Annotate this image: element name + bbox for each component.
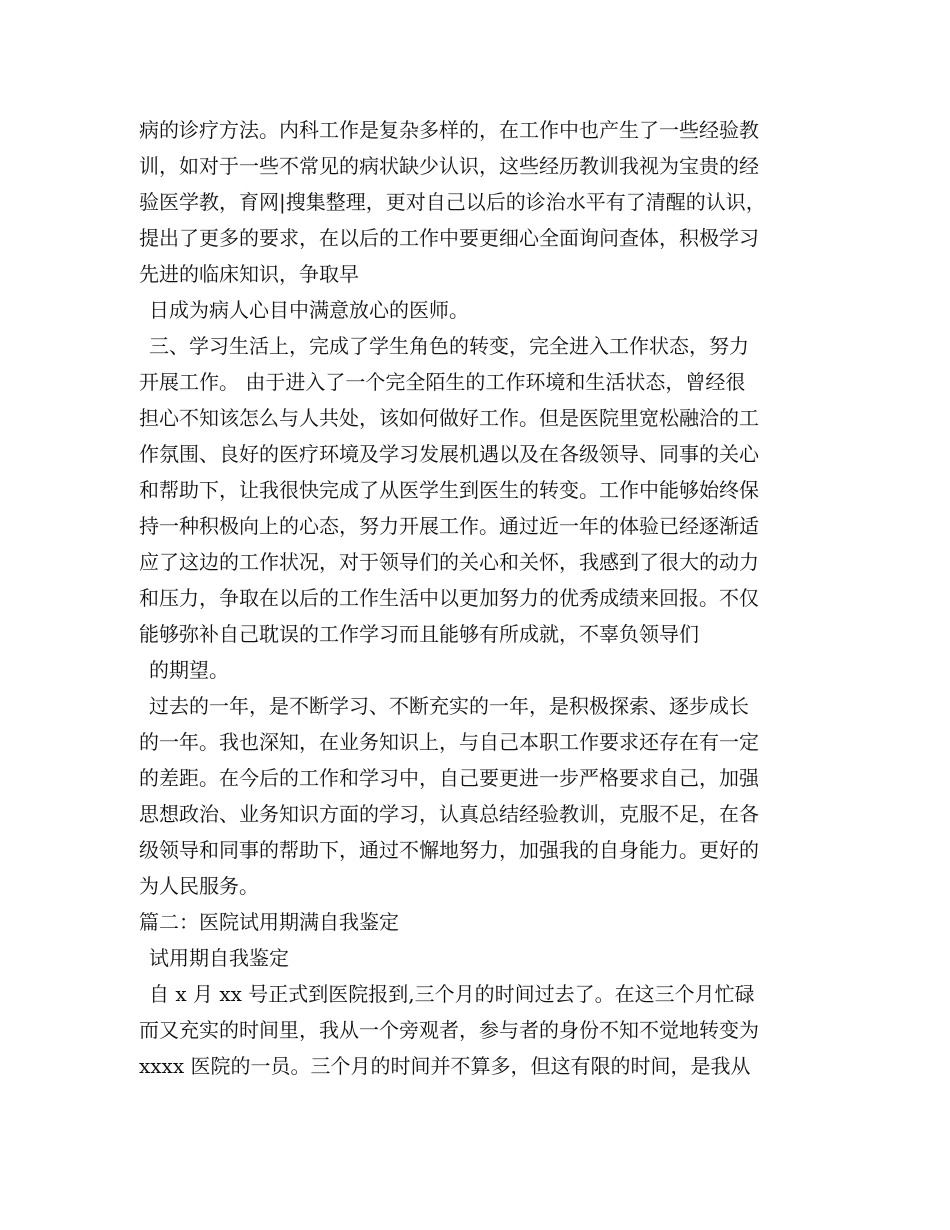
text-line: 和压力，争取在以后的工作生活中以更加努力的优秀成绩来回报。不仅 bbox=[139, 586, 759, 610]
text-line: 应了这边的工作状况，对于领导们的关心和关怀，我感到了很大的动力 bbox=[139, 550, 759, 574]
text-line: 的一年。我也深知，在业务知识上，与自己本职工作要求还存在有一定 bbox=[139, 730, 759, 754]
text-line: 而又充实的时间里，我从一个旁观者，参与者的身份不知不觉地转变为 bbox=[139, 1018, 759, 1042]
text-line: 的期望。 bbox=[149, 658, 229, 682]
text-line: 自 x 月 xx 号正式到医院报到,三个月的时间过去了。在这三个月忙碌 bbox=[149, 982, 755, 1006]
text-line: 作氛围、良好的医疗环境及学习发展机遇以及在各级领导、同事的关心 bbox=[139, 442, 759, 466]
text-line: 开展工作。 由于进入了一个完全陌生的工作环境和生活状态，曾经很 bbox=[139, 370, 746, 394]
text-line: 篇二：医院试用期满自我鉴定 bbox=[139, 910, 399, 934]
text-line: 先进的临床知识，争取早 bbox=[139, 262, 359, 286]
text-line: xxxx 医院的一员。三个月的时间并不算多，但这有限的时间，是我从 bbox=[139, 1054, 751, 1078]
document-body bbox=[139, 112, 819, 1084]
text-line: 思想政治、业务知识方面的学习，认真总结经验教训，克服不足，在各 bbox=[139, 802, 759, 826]
text-line: 训，如对于一些不常见的病状缺少认识，这些经历教训我视为宝贵的经 bbox=[139, 154, 759, 178]
text-line: 验医学教，育网|搜集整理，更对自己以后的诊治水平有了清醒的认识， bbox=[139, 190, 766, 214]
text-line: 三、学习生活上，完成了学生角色的转变，完全进入工作状态，努力 bbox=[149, 334, 749, 358]
text-line: 的差距。在今后的工作和学习中，自己要更进一步严格要求自己，加强 bbox=[139, 766, 759, 790]
text-line: 提出了更多的要求，在以后的工作中要更细心全面询问查体，积极学习 bbox=[139, 226, 759, 250]
text-line: 为人民服务。 bbox=[139, 874, 259, 898]
text-line: 日成为病人心目中满意放心的医师。 bbox=[149, 298, 469, 322]
text-line: 病的诊疗方法。内科工作是复杂多样的，在工作中也产生了一些经验教 bbox=[139, 118, 759, 142]
text-line: 过去的一年，是不断学习、不断充实的一年，是积极探索、逐步成长 bbox=[149, 694, 749, 718]
text-line: 试用期自我鉴定 bbox=[149, 946, 289, 970]
text-line: 和帮助下，让我很快完成了从医学生到医生的转变。工作中能够始终保 bbox=[139, 478, 759, 502]
text-line: 持一种积极向上的心态，努力开展工作。通过近一年的体验已经逐渐适 bbox=[139, 514, 759, 538]
text-line: 级领导和同事的帮助下，通过不懈地努力，加强我的自身能力。更好的 bbox=[139, 838, 759, 862]
text-line: 担心不知该怎么与人共处，该如何做好工作。但是医院里宽松融洽的工 bbox=[139, 406, 759, 430]
text-line: 能够弥补自己耽误的工作学习而且能够有所成就，不辜负领导们 bbox=[139, 622, 699, 646]
